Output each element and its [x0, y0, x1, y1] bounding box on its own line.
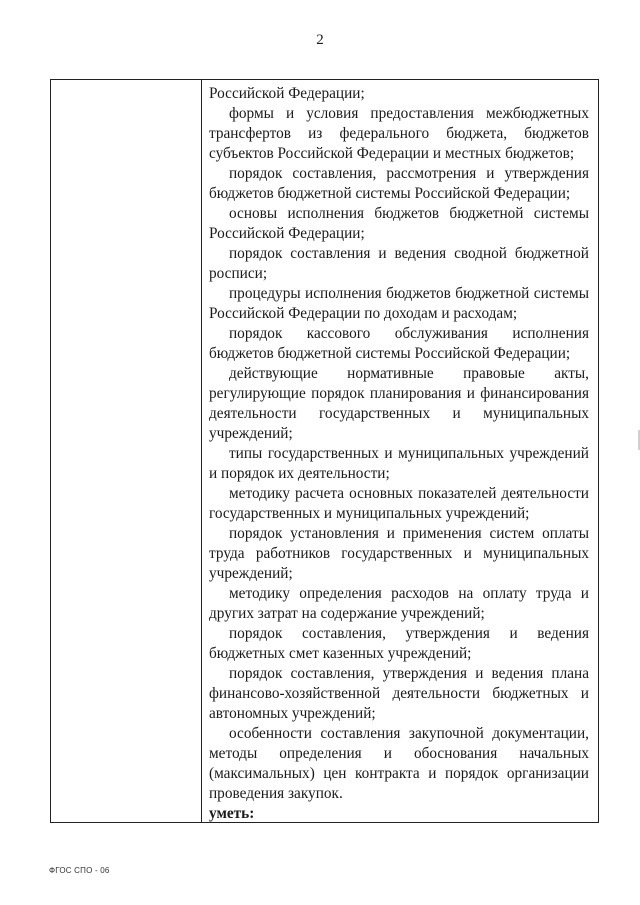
- list-paragraph: Российской Федерации;: [209, 85, 365, 102]
- list-paragraph: типы государственных и муниципальных учреждений и порядок их деятельности;: [209, 445, 589, 482]
- list-paragraph: порядок составления, утверждения и ведения бюджетных смет казенных учреждений;: [209, 625, 589, 662]
- page-number: 2: [316, 32, 324, 48]
- content-table: [50, 79, 599, 823]
- footer-label: ФГОС СПО - 06: [49, 866, 110, 875]
- list-paragraph: особенности составления закупочной документации, методы определения и обоснования начальных (максимальных) цен контракта и порядок организации проведения закупок.: [209, 725, 589, 802]
- list-paragraph: порядок составления и ведения сводной бюджетной росписи;: [209, 245, 589, 282]
- list-paragraph: процедуры исполнения бюджетов бюджетной системы Российской Федерации по доходам и расходам;: [209, 285, 589, 322]
- list-paragraph: методику расчета основных показателей деятельности государственных и муниципальных учреждений;: [209, 485, 589, 522]
- table-right-column: [202, 80, 598, 822]
- table-left-column: [51, 80, 202, 822]
- list-paragraph: действующие нормативные правовые акты, регулирующие порядок планирования и финансирования деятельности государственных и муниципальных учреждений;: [209, 365, 589, 442]
- list-paragraph: методику определения расходов на оплату труда и других затрат на содержание учреждений;: [209, 585, 589, 622]
- list-paragraph: основы исполнения бюджетов бюджетной системы Российской Федерации;: [209, 205, 589, 242]
- list-paragraph: порядок составления, утверждения и ведения плана финансово-хозяйственной деятельности бюджетных и автономных учреждений;: [209, 665, 589, 722]
- list-paragraph: порядок составления, рассмотрения и утверждения бюджетов бюджетной системы Российской Федерации;: [209, 165, 589, 202]
- list-paragraph: порядок установления и применения систем оплаты труда работников государственных и муниципальных учреждений;: [209, 525, 589, 582]
- list-paragraph: формы и условия предоставления межбюджетных трансфертов из федерального бюджета, бюджетов субъектов Российской Федерации и местных бюджетов;: [209, 105, 589, 162]
- list-paragraph: порядок кассового обслуживания исполнения бюджетов бюджетной системы Российской Федерации;: [209, 325, 589, 362]
- section-heading: уметь:: [209, 805, 255, 822]
